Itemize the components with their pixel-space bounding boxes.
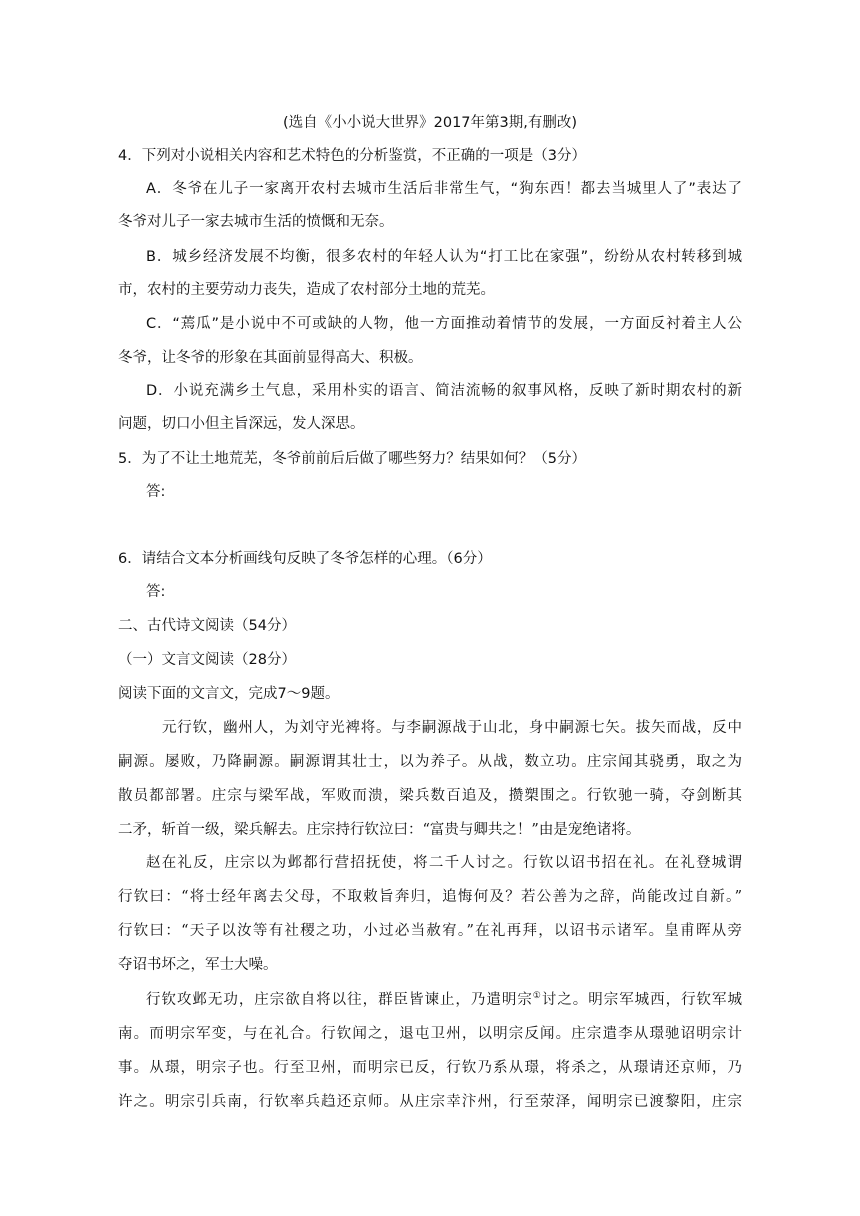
text-line: 南。而明宗军变，与在礼合。行钦闻之，退屯卫州，以明宗反闻。庄宗遣李从璟驰诏明宗计 (118, 1026, 742, 1042)
text-line-with-footnote (146, 990, 742, 1010)
text-line: 事。从璟，明宗子也。行至卫州，而明宗已反，行钦乃系从璟，将杀之，从璟请还京师，乃 (118, 1060, 742, 1076)
source-note: (选自《小小说大世界》2017年第3期,有删改) (282, 115, 578, 131)
option-a-line-1: A．冬爷在儿子一家离开农村去城市生活后非常生气，“狗东西！都去当城里人了”表达了 (146, 181, 742, 197)
text-line: 行钦曰：“将士经年离去父母，不取敕旨奔归，追悔何及？若公善为之辞，尚能改过自新。” (118, 889, 742, 905)
option-d-line-1: D．小说充满乡土气息，采用朴实的语言、简洁流畅的叙事风格，反映了新时期农村的新 (146, 383, 742, 399)
option-b-line-2: 市，农村的主要劳动力丧失，造成了农村部分土地的荒芜。 (118, 282, 495, 298)
text-segment: 讨之。明宗军城西，行钦军城 (541, 992, 743, 1008)
text-line: 赵在礼反，庄宗以为邺都行营招抚使，将二千人讨之。行钦以诏书招在礼。在礼登城谓 (146, 855, 742, 871)
text-line: 二矛，斩首一级，梁兵解去。庄宗持行钦泣曰：“富贵与卿共之！”由是宠绝诸将。 (118, 822, 641, 838)
option-a-line-2: 冬爷对儿子一家去城市生活的愤慨和无奈。 (118, 214, 394, 230)
option-d-line-2: 问题，切口小但主旨深远，发人深思。 (118, 416, 365, 432)
option-c-line-1: C．“蔫瓜”是小说中不可或缺的人物，他一方面推动着情节的发展，一方面反衬着主人公 (146, 316, 742, 332)
text-line: 嗣源。屡败，乃降嗣源。嗣源谓其壮士，以为养子。从战，数立功。庄宗闻其骁勇，取之为 (118, 754, 742, 770)
text-line: 元行钦，幽州人，为刘守光裨将。与李嗣源战于山北，身中嗣源七矢。拔矢而战，反中 (162, 720, 742, 736)
text-line: 许之。明宗引兵南，行钦率兵趋还京师。从庄宗幸汴州，行至荥泽，闻明宗已渡黎阳，庄宗 (118, 1094, 742, 1110)
option-c-line-2: 冬爷，让冬爷的形象在其面前显得高大、积极。 (118, 350, 423, 366)
footnote-marker: ① (532, 991, 542, 1002)
question-6-stem: 6．请结合文本分析画线句反映了冬爷怎样的心理。（6分） (118, 551, 492, 567)
reading-instruction: 阅读下面的文言文，完成7～9题。 (118, 686, 340, 702)
text-segment: 行钦攻邺无功，庄宗欲自将以往，群臣皆谏止，乃遣明宗 (146, 992, 533, 1008)
section-title: 二、古代诗文阅读（54分） (118, 618, 296, 634)
text-line: 行钦曰：“天子以汝等有社稷之功，小过必当赦宥。”在礼再拜，以诏书示诸军。皇甫晖从旁 (118, 923, 742, 939)
question-4-stem: 4．下列对小说相关内容和艺术特色的分析鉴赏，不正确的一项是（3分） (118, 148, 586, 164)
text-line: 夺诏书坏之，军士大噪。 (118, 957, 278, 973)
question-5-stem: 5．为了不让土地荒芜，冬爷前前后后做了哪些努力？结果如何？（5分） (118, 451, 586, 467)
question-5-answer-label: 答: (146, 484, 166, 500)
question-6-answer-label: 答: (146, 584, 166, 600)
option-b-line-1: B．城乡经济发展不均衡，很多农村的年轻人认为“打工比在家强”，纷纷从农村转移到城 (146, 249, 742, 265)
text-line: 散员都部署。庄宗与梁军战，军败而溃，梁兵数百追及，攒槊围之。行钦驰一骑，夺剑断其 (118, 788, 742, 804)
subsection-title: （一）文言文阅读（28分） (118, 652, 296, 668)
